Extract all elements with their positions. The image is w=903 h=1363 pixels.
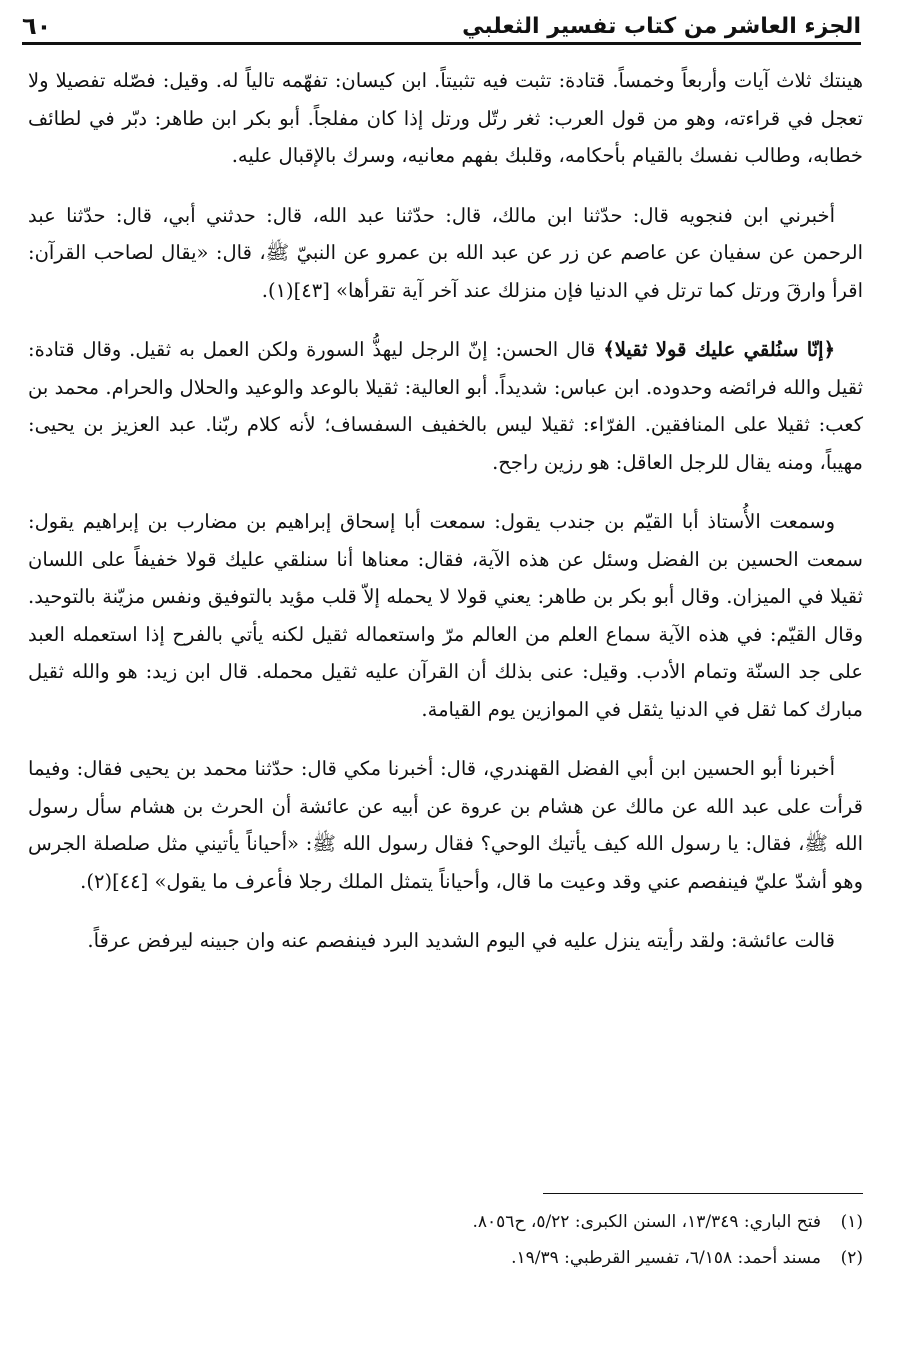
paragraph-3	[28, 331, 863, 481]
footnote-1-number: (١)	[840, 1212, 863, 1232]
footnote-divider	[543, 1193, 863, 1194]
footnote-2-number: (٢)	[840, 1248, 863, 1268]
footnote-1-text: فتح الباري: ١٣/٣٤٩، السنن الكبرى: ٥/٢٢، ح٨٠٥٦.	[472, 1212, 821, 1232]
paragraph-6: قالت عائشة: ولقد رأيته ينزل عليه في اليوم الشديد البرد فينفصم عنه وان جبينه ليرفض عرقاً.	[87, 929, 835, 952]
paragraph-3-text: قال الحسن: إنّ الرجل ليهذُّ السورة ولكن العمل به ثقيل. وقال قتادة: ثقيل والله فرائضه وحدوده. ابن عباس: شديداً. أبو العالية: ثقيلا بالوعد والوعيد والحلال والحرام. محمد بن كعب: ثقيلا على المنافقين. الفرّاء: ثقيلا ليس بالخفيف السفساف؛ لأنه كلام ربّنا. عبد العزيز بن يحيى: مهيباً، ومنه يقال للرجل العاقل: هو رزين راجح.	[28, 338, 863, 474]
footnote-2	[28, 1240, 863, 1276]
page-header	[22, 6, 861, 45]
running-title: الجزء العاشر من كتاب تفسير الثعلبي	[462, 14, 861, 39]
paragraph-1: هينتك ثلاث آيات وأربعاً وخمساً. قتادة: تثبت فيه تثبيتاً. ابن كيسان: تفهّمه تالياً له. وقيل: فصّله تفصيلا ولا تعجل في قراءته، وهو من قول العرب: ثغر رتّل ورتل إذا كان مفلجاً. أبو بكر ابن طاهر: دبّر في لطائف خطابه، وطالب نفسك بالقيام بأحكامه، وقلبك بفهم معانيه، وسرك بالإقبال عليه.	[28, 69, 863, 167]
footnote-1	[28, 1204, 863, 1240]
footnote-2-text: مسند أحمد: ٦/١٥٨، تفسير القرطبي: ١٩/٣٩.	[511, 1248, 821, 1268]
paragraph-4: وسمعت الأُستاذ أبا القيّم بن جندب يقول: سمعت أبا إسحاق إبراهيم بن مضارب بن إبراهيم يقول: سمعت الحسين بن الفضل وسئل عن هذه الآية، فقال: معناها أنا سنلقي عليك قولا خفيفاً على اللسان ثقيلا في الميزان. وقال أبو بكر بن طاهر: يعني قولا لا يحمله إلاّ قلب مؤيد بالتوفيق ونفس مزيّنة بالتوحيد. وقال القيّم: في هذه الآية سماع العلم من العالم مرّ واستعماله ثقيل لكنه يأتي بالفرح إذا استعمله العبد على جد السنّة وتمام الأدب. وقيل: عنى بذلك أن القرآن عليه ثقيل محمله. قال ابن زيد: هو والله ثقيل مبارك كما ثقل في الدنيا يثقل في الموازين يوم القيامة.	[28, 510, 864, 721]
paragraph-2: أخبرني ابن فنجويه قال: حدّثنا ابن مالك، قال: حدّثنا عبد الله، قال: حدثني أبي، قال: حدّثنا عبد الرحمن عن سفيان عن عاصم عن زر عن عبد الله بن عمرو عن النبيّ ﷺ، قال: «يقال لصاحب القرآن: اقرأ وارقَ ورتل كما ترتل في الدنيا فإن منزلك عند آخر آية تقرأها» [٤٣](١).	[28, 203, 863, 302]
main-text	[28, 62, 863, 982]
quran-verse: ﴿إنّا سنُلقي عليك قولا ثقيلا﴾	[603, 338, 836, 361]
footnotes	[28, 1204, 863, 1276]
page-number: ٦٠	[22, 12, 52, 40]
paragraph-5: أخبرنا أبو الحسين ابن أبي الفضل القهندري، قال: أخبرنا مكي قال: حدّثنا محمد بن يحيى فقال: وفيما قرأت على عبد الله عن مالك عن هشام بن عروة عن أبيه عن عائشة أن الحرث بن هشام سأل رسول الله ﷺ، فقال: يا رسول الله كيف يأتيك الوحي؟ فقال رسول الله ﷺ: «أحياناً يأتيني مثل صلصلة الجرس وهو أشدّ عليّ فينفصم عني وقد وعيت ما قال، وأحياناً يتمثل الملك رجلا فأعرف ما يقول» [٤٤](٢).	[28, 757, 863, 893]
